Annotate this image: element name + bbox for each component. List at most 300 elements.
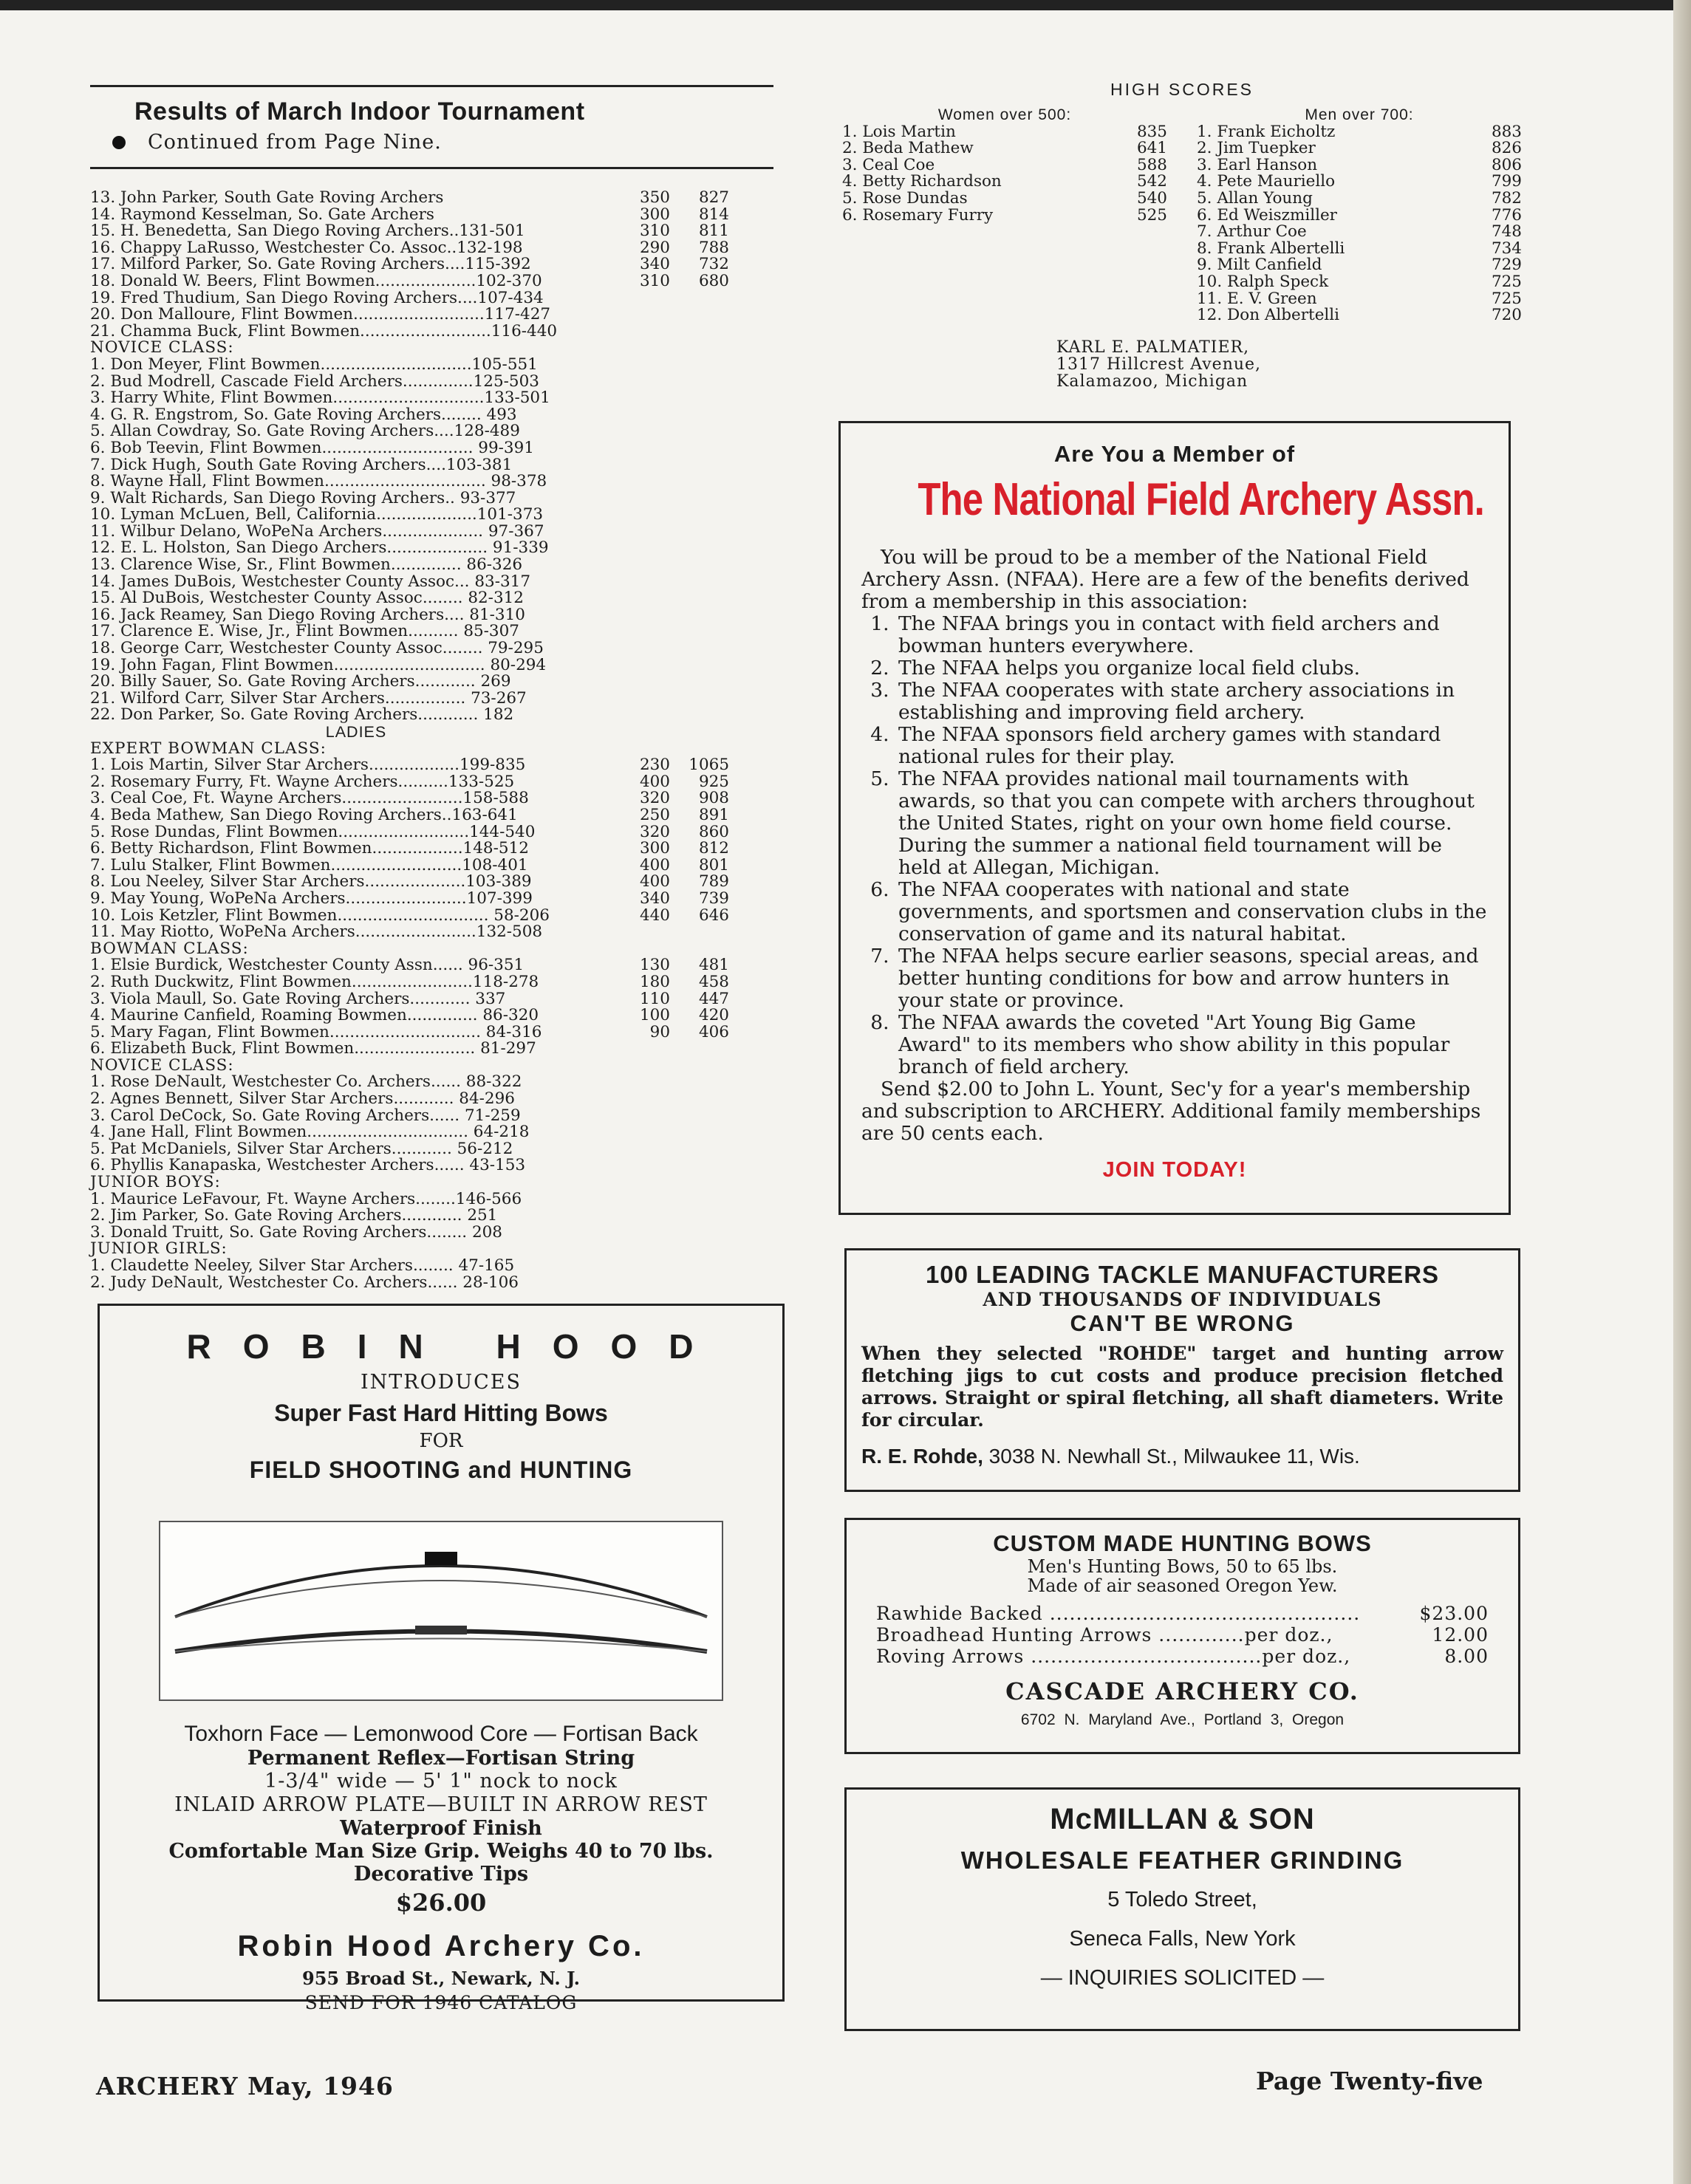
robin-hood-feature-1: Permanent Reflex—Fortisan String xyxy=(247,1747,635,1770)
archer-score: 729 xyxy=(1491,256,1522,275)
score-total xyxy=(670,307,729,324)
men-list xyxy=(1197,124,1522,324)
table-row xyxy=(90,1074,773,1091)
robin-hood-feature-5: Comfortable Man Size Grip. Weighs 40 to 70 lbs. xyxy=(168,1840,714,1863)
signature-line: KARL E. PALMATIER, xyxy=(1056,338,1250,357)
nfaa-benefit: 8. The NFAA awards the coveted "Art Young Big Game Award" to its members who show ability in this popular branch of field archery. xyxy=(895,1012,1488,1078)
score-total xyxy=(670,507,729,524)
nfaa-benefits xyxy=(861,613,1488,1078)
score-row xyxy=(842,205,1167,225)
entrant-name: 4. Jane Hall, Flint Bowmen................................ 64-218 xyxy=(90,1124,530,1141)
price-value: 12.00 xyxy=(1432,1624,1489,1646)
entrant-name: 1. Maurice LeFavour, Ft. Wayne Archers........146-566 xyxy=(90,1191,522,1208)
score-b: 100 xyxy=(639,1006,670,1025)
score-b xyxy=(615,1275,670,1292)
score-b xyxy=(615,524,670,541)
table-row xyxy=(90,1007,773,1024)
score-row xyxy=(1197,188,1522,208)
score-b xyxy=(615,557,670,574)
score-total: 827 xyxy=(698,188,729,207)
score-b xyxy=(615,924,670,941)
table-row xyxy=(90,1258,773,1275)
score-total xyxy=(670,1275,729,1292)
archer-name: 1. Lois Martin xyxy=(842,122,956,141)
table-row xyxy=(90,1208,773,1225)
score-total xyxy=(670,1225,729,1242)
table-row xyxy=(90,607,773,624)
archer-score: 826 xyxy=(1491,139,1522,158)
score-total: 814 xyxy=(698,205,729,224)
high-scores-title: HIGH SCORES xyxy=(1110,80,1254,99)
entrant-name: 6. Betty Richardson, Flint Bowmen..................148-512 xyxy=(90,841,529,857)
entrant-name: 18. George Carr, Westchester County Assoc........ 79-295 xyxy=(90,640,544,657)
cascade-headline: CUSTOM MADE HUNTING BOWS xyxy=(993,1530,1372,1556)
archer-name: 6. Ed Weiszmiller xyxy=(1197,205,1337,225)
score-row xyxy=(842,188,1167,208)
score-b xyxy=(615,623,670,640)
nfaa-body xyxy=(861,547,1488,1145)
footer-magazine: ARCHERY May, 1946 xyxy=(96,2072,394,2101)
table-row xyxy=(90,1124,773,1141)
robin-hood-address: 955 Broad St., Newark, N. J. xyxy=(302,1968,580,1989)
score-total: 788 xyxy=(698,238,729,257)
robin-hood-price: $26.00 xyxy=(395,1889,487,1917)
score-b: 130 xyxy=(639,956,670,975)
entrant-name: 2. Ruth Duckwitz, Flint Bowmen........................118-278 xyxy=(90,973,539,991)
entrant-name: 5. Pat McDaniels, Silver Star Archers............ 56-212 xyxy=(90,1140,513,1158)
section-label: EXPERT BOWMAN CLASS: xyxy=(90,739,327,758)
table-row xyxy=(90,440,773,457)
score-b: 230 xyxy=(639,756,670,775)
entrant-name: 3. Harry White, Flint Bowmen..............................133-501 xyxy=(90,390,550,407)
signature-line: 1317 Hillcrest Avenue, xyxy=(1056,355,1262,374)
bullet-icon xyxy=(112,136,126,149)
nfaa-name: The National Field Archery Assn. xyxy=(918,474,1484,525)
entrant-name: 3. Ceal Coe, Ft. Wayne Archers........................158-588 xyxy=(90,790,529,807)
entrant-name: 21. Chamma Buck, Flint Bowmen..........................116-440 xyxy=(90,323,558,340)
entrant-name: 11. Wilbur Delano, WoPeNa Archers.................... 97-367 xyxy=(90,523,544,541)
tournament-title: Results of March Indoor Tournament xyxy=(134,97,585,126)
entrant-name: 19. Fred Thudium, San Diego Roving Archers....107-434 xyxy=(90,290,544,307)
score-total: 789 xyxy=(698,872,729,891)
score-total xyxy=(670,623,729,640)
score-b xyxy=(615,1258,670,1275)
score-b xyxy=(615,1141,670,1158)
robin-hood-materials: Toxhorn Face — Lemonwood Core — Fortisan Back xyxy=(184,1722,698,1746)
table-row xyxy=(90,557,773,574)
table-row xyxy=(90,857,773,874)
score-total xyxy=(670,1141,729,1158)
score-b: 110 xyxy=(639,989,670,1008)
women-header: Women over 500: xyxy=(937,106,1072,123)
robin-hood-feature-4: Waterproof Finish xyxy=(340,1817,542,1840)
nfaa-intro: You will be proud to be a member of the National Field Archery Assn. (NFAA). Here are a few of the benefits derived from a membership in this association: xyxy=(861,546,1469,613)
archer-name: 4. Pete Mauriello xyxy=(1197,172,1336,191)
table-row xyxy=(90,640,773,657)
score-total xyxy=(670,574,729,591)
score-b: 320 xyxy=(639,822,670,841)
score-b: 340 xyxy=(639,255,670,274)
score-b xyxy=(615,1091,670,1108)
score-total xyxy=(670,457,729,474)
table-row xyxy=(90,924,773,941)
table-row xyxy=(90,707,773,724)
score-row xyxy=(1197,241,1522,258)
score-total: 406 xyxy=(698,1022,729,1041)
score-b xyxy=(615,1225,670,1242)
table-row xyxy=(90,590,773,607)
table-row xyxy=(90,691,773,708)
score-total xyxy=(670,607,729,624)
table-row xyxy=(90,824,773,841)
entrant-name: 4. Maurine Canfield, Roaming Bowmen.............. 86-320 xyxy=(90,1007,539,1024)
entrant-name: 15. H. Benedetta, San Diego Roving Archers..131-501 xyxy=(90,223,525,240)
table-row xyxy=(90,540,773,557)
score-row xyxy=(842,174,1167,191)
score-b xyxy=(615,423,670,440)
table-row xyxy=(90,1041,773,1058)
score-b xyxy=(615,674,670,691)
score-b xyxy=(615,707,670,724)
entrant-name: 1. Don Meyer, Flint Bowmen..............................105-551 xyxy=(90,356,538,374)
table-row xyxy=(90,256,773,273)
table-row xyxy=(90,623,773,640)
robin-hood-brand: ROBIN HOOD xyxy=(186,1327,725,1366)
score-total xyxy=(670,1074,729,1091)
score-b xyxy=(615,640,670,657)
score-total xyxy=(670,1041,729,1058)
archer-name: 1. Frank Eicholtz xyxy=(1197,122,1336,141)
archer-score: 540 xyxy=(1136,188,1167,208)
score-b: 180 xyxy=(639,972,670,991)
men-header: Men over 700: xyxy=(1305,106,1414,123)
table-row xyxy=(90,457,773,474)
archer-score: 720 xyxy=(1491,306,1522,325)
entrant-name: 3. Viola Maull, So. Gate Roving Archers............ 337 xyxy=(90,990,506,1008)
table-row xyxy=(90,1225,773,1242)
entrant-name: 15. Al DuBois, Westchester County Assoc........ 82-312 xyxy=(90,590,524,607)
score-b xyxy=(615,407,670,424)
archer-name: 8. Frank Albertelli xyxy=(1197,239,1345,258)
robin-hood-feature-3: INLAID ARROW PLATE—BUILT IN ARROW REST xyxy=(174,1793,708,1816)
entrant-name: 8. Wayne Hall, Flint Bowmen................................ 98-378 xyxy=(90,473,547,490)
score-b: 300 xyxy=(639,839,670,858)
table-row xyxy=(90,1157,773,1174)
score-total xyxy=(670,1191,729,1208)
score-total: 646 xyxy=(698,906,729,925)
rohde-slogan: CAN'T BE WRONG xyxy=(1070,1310,1295,1336)
rohde-body: When they selected "ROHDE" target and hunting arrow fletching jigs to cut costs and produce precision fletched arrows. Straight or spiral fletching, all shaft diameters. Write for circular. xyxy=(861,1343,1503,1431)
table-row xyxy=(90,841,773,857)
section-label: JUNIOR GIRLS: xyxy=(90,1239,228,1259)
entrant-name: 17. Clarence E. Wise, Jr., Flint Bowmen.......... 85-307 xyxy=(90,623,519,641)
top-edge xyxy=(0,0,1691,10)
entrant-name: 4. Beda Mathew, San Diego Roving Archers..163-641 xyxy=(90,807,518,824)
mcmillan-ad xyxy=(844,1787,1520,2031)
archer-name: 4. Betty Richardson xyxy=(842,172,1002,191)
table-row xyxy=(90,1191,773,1208)
women-scores xyxy=(842,107,1167,324)
price-item: Broadhead Hunting Arrows .............per doz., xyxy=(876,1624,1333,1646)
entrant-name: 7. Dick Hugh, South Gate Roving Archers....103-381 xyxy=(90,456,513,474)
entrant-name: 9. Walt Richards, San Diego Roving Archers.. 93-377 xyxy=(90,490,516,507)
price-row xyxy=(876,1624,1489,1646)
entrant-name: 14. James DuBois, Westchester County Assoc... 83-317 xyxy=(90,573,530,591)
entrant-name: 11. May Riotto, WoPeNa Archers........................132-508 xyxy=(90,924,543,941)
table-row xyxy=(90,290,773,307)
archer-score: 725 xyxy=(1491,289,1522,308)
score-row xyxy=(842,157,1167,174)
entrant-name: 14. Raymond Kesselman, So. Gate Archers xyxy=(90,206,434,224)
score-b: 350 xyxy=(639,188,670,207)
cascade-line-1: Men's Hunting Bows, 50 to 65 lbs. xyxy=(1027,1556,1338,1577)
table-row xyxy=(90,790,773,807)
entrant-name: 20. Don Malloure, Flint Bowmen..........................117-427 xyxy=(90,307,551,324)
archer-score: 641 xyxy=(1136,139,1167,158)
tournament-header xyxy=(90,85,773,169)
score-total xyxy=(670,407,729,424)
archer-score: 782 xyxy=(1491,188,1522,208)
score-row xyxy=(1197,291,1522,308)
section-label: BOWMAN CLASS: xyxy=(90,939,249,958)
score-b: 340 xyxy=(639,889,670,908)
score-row xyxy=(1197,224,1522,241)
table-row xyxy=(90,1108,773,1125)
table-row xyxy=(90,273,773,290)
table-row xyxy=(90,374,773,391)
archer-name: 5. Allan Young xyxy=(1197,188,1313,208)
mcmillan-street: 5 Toledo Street, xyxy=(1107,1888,1257,1911)
section-label: NOVICE CLASS: xyxy=(90,1055,234,1075)
archer-name: 6. Rosemary Furry xyxy=(842,205,994,225)
mcmillan-city: Seneca Falls, New York xyxy=(1069,1927,1296,1951)
women-list xyxy=(842,124,1167,225)
score-b: 400 xyxy=(639,872,670,891)
score-total: 925 xyxy=(698,772,729,791)
score-total xyxy=(670,440,729,457)
score-row xyxy=(1197,174,1522,191)
nfaa-benefit: 3. The NFAA cooperates with state archery associations in establishing and improving field archery. xyxy=(895,679,1488,724)
rohde-signature xyxy=(861,1445,1503,1468)
table-row xyxy=(90,390,773,407)
entrant-name: 22. Don Parker, So. Gate Roving Archers............ 182 xyxy=(90,707,514,724)
score-total xyxy=(670,490,729,507)
entrant-name: 2. Bud Modrell, Cascade Field Archers..............125-503 xyxy=(90,373,539,391)
score-row xyxy=(1197,257,1522,274)
archer-score: 748 xyxy=(1491,222,1522,242)
bow-illustration xyxy=(159,1521,723,1701)
nfaa-benefit: 4. The NFAA sponsors field archery games with standard national rules for their play. xyxy=(895,724,1488,768)
entrant-name: 10. Lyman McLuen, Bell, California....................101-373 xyxy=(90,507,544,524)
left-column xyxy=(90,85,773,1291)
score-b xyxy=(615,1208,670,1225)
price-row xyxy=(876,1603,1489,1624)
score-total xyxy=(670,1157,729,1174)
robin-hood-feature-6: Decorative Tips xyxy=(353,1863,529,1886)
score-row xyxy=(1197,140,1522,157)
score-total xyxy=(670,473,729,490)
score-total xyxy=(670,374,729,391)
entrant-name: 13. John Parker, South Gate Roving Archers xyxy=(90,190,444,207)
price-value: $23.00 xyxy=(1419,1603,1489,1624)
cascade-address: 6702 N. Maryland Ave., Portland 3, Oregon xyxy=(1020,1711,1345,1728)
entrant-name: 12. E. L. Holston, San Diego Archers.................... 91-339 xyxy=(90,540,549,558)
table-row xyxy=(90,240,773,257)
entrant-name: 5. Rose Dundas, Flint Bowmen..........................144-540 xyxy=(90,824,536,841)
table-row xyxy=(90,991,773,1008)
table-row xyxy=(90,223,773,240)
score-b xyxy=(615,357,670,374)
archer-score: 806 xyxy=(1491,155,1522,174)
score-total xyxy=(670,691,729,708)
section-label: LADIES xyxy=(325,723,387,741)
table-row xyxy=(90,807,773,824)
robin-hood-for: FOR xyxy=(419,1430,463,1452)
score-total xyxy=(670,924,729,941)
archer-score: 542 xyxy=(1136,172,1167,191)
score-b: 90 xyxy=(649,1022,670,1041)
archer-name: 9. Milt Canfield xyxy=(1197,256,1322,275)
score-b xyxy=(615,1124,670,1141)
table-row xyxy=(90,423,773,440)
score-total xyxy=(670,1091,729,1108)
score-b xyxy=(615,574,670,591)
score-b: 310 xyxy=(639,271,670,290)
entrant-name: 16. Jack Reamey, San Diego Roving Archers.... 81-310 xyxy=(90,606,525,624)
score-total xyxy=(670,557,729,574)
archer-name: 2. Jim Tuepker xyxy=(1197,139,1316,158)
score-total: 860 xyxy=(698,822,729,841)
mcmillan-inquiries: — INQUIRIES SOLICITED — xyxy=(1040,1966,1325,1990)
score-b xyxy=(615,324,670,340)
table-row xyxy=(90,774,773,791)
nfaa-send: Send $2.00 to John L. Yount, Sec'y for a year's membership and subscription to ARCHERY. Additional family memberships are 50 cents each. xyxy=(861,1078,1481,1145)
score-row xyxy=(1197,205,1522,225)
robin-hood-headline-2: FIELD SHOOTING and HUNTING xyxy=(249,1456,633,1483)
robin-hood-company: Robin Hood Archery Co. xyxy=(237,1930,645,1962)
score-row xyxy=(1197,124,1522,141)
high-scores xyxy=(842,80,1522,390)
table-row xyxy=(90,357,773,374)
table-row xyxy=(90,524,773,541)
score-b: 320 xyxy=(639,789,670,808)
score-b xyxy=(615,590,670,607)
tournament-subtitle xyxy=(134,131,773,154)
robin-hood-feature-2: 1-3/4" wide — 5' 1" nock to nock xyxy=(264,1770,618,1793)
score-total: 811 xyxy=(698,222,729,241)
score-b: 290 xyxy=(639,238,670,257)
rohde-name: R. E. Rohde, xyxy=(861,1445,983,1468)
nfaa-question: Are You a Member of xyxy=(1053,441,1296,467)
archer-name: 3. Ceal Coe xyxy=(842,155,935,174)
entrant-name: 3. Donald Truitt, So. Gate Roving Archers........ 208 xyxy=(90,1224,502,1242)
nfaa-benefit: 7. The NFAA helps secure earlier seasons, special areas, and better hunting conditions for bow and arrow hunters in your state or province. xyxy=(895,945,1488,1012)
score-row xyxy=(1197,157,1522,174)
price-row xyxy=(876,1646,1489,1667)
score-total xyxy=(670,357,729,374)
results-list xyxy=(90,190,773,1291)
score-total: 1065 xyxy=(689,756,729,775)
entrant-name: 13. Clarence Wise, Sr., Flint Bowmen.............. 86-326 xyxy=(90,557,523,574)
score-total: 458 xyxy=(698,972,729,991)
score-total: 481 xyxy=(698,956,729,975)
archer-name: 7. Arthur Coe xyxy=(1197,222,1307,242)
table-row xyxy=(90,207,773,224)
rohde-address: 3038 N. Newhall St., Milwaukee 11, Wis. xyxy=(983,1445,1360,1468)
score-total: 680 xyxy=(698,271,729,290)
entrant-name: 1. Rose DeNault, Westchester Co. Archers...... 88-322 xyxy=(90,1074,522,1092)
page-edge xyxy=(1673,0,1691,2184)
score-b xyxy=(615,657,670,674)
score-total xyxy=(670,1208,729,1225)
entrant-name: 18. Donald W. Beers, Flint Bowmen....................102-370 xyxy=(90,273,542,290)
entrant-name: 19. John Fagan, Flint Bowmen.............................. 80-294 xyxy=(90,657,547,674)
entrant-name: 2. Judy DeNault, Westchester Co. Archers...... 28-106 xyxy=(90,1274,519,1292)
score-b xyxy=(615,440,670,457)
table-row xyxy=(90,908,773,925)
score-total xyxy=(670,707,729,724)
nfaa-join: JOIN TODAY! xyxy=(1102,1158,1247,1182)
entrant-name: 6. Bob Teevin, Flint Bowmen.............................. 99-391 xyxy=(90,439,534,457)
cascade-price-list xyxy=(876,1603,1489,1667)
table-row xyxy=(90,657,773,674)
score-total xyxy=(670,290,729,307)
table-row xyxy=(90,1275,773,1292)
continued-note: Continued from Page Nine. xyxy=(148,131,442,154)
score-b xyxy=(615,1157,670,1174)
signature xyxy=(1056,339,1522,390)
entrant-name: 17. Milford Parker, So. Gate Roving Archers....115-392 xyxy=(90,256,531,273)
table-row xyxy=(90,407,773,424)
entrant-name: 1. Lois Martin, Silver Star Archers..................199-835 xyxy=(90,757,526,774)
score-b xyxy=(615,1074,670,1091)
score-row xyxy=(842,140,1167,157)
archer-name: 11. E. V. Green xyxy=(1197,289,1317,308)
archer-name: 12. Don Albertelli xyxy=(1197,306,1340,325)
table-row xyxy=(90,324,773,340)
table-row xyxy=(90,490,773,507)
score-b xyxy=(615,307,670,324)
section-label: NOVICE CLASS: xyxy=(90,338,234,357)
score-total: 891 xyxy=(698,805,729,824)
score-b: 250 xyxy=(639,805,670,824)
table-row xyxy=(90,574,773,591)
score-b xyxy=(615,390,670,407)
nfaa-benefit: 2. The NFAA helps you organize local field clubs. xyxy=(895,657,1488,679)
score-b: 440 xyxy=(639,906,670,925)
score-total xyxy=(670,640,729,657)
score-b xyxy=(615,1108,670,1125)
table-row xyxy=(90,974,773,991)
rohde-subhead: AND THOUSANDS OF INDIVIDUALS xyxy=(983,1289,1382,1310)
score-total xyxy=(670,524,729,541)
score-total: 801 xyxy=(698,855,729,874)
score-b: 310 xyxy=(639,222,670,241)
entrant-name: 21. Wilford Carr, Silver Star Archers................ 73-267 xyxy=(90,690,527,708)
nfaa-benefit: 5. The NFAA provides national mail tournaments with awards, so that you can compete with archers throughout the United States, right on your own home field course. During the summer a national field tournament will be held at Allegan, Michigan. xyxy=(895,768,1488,879)
score-total xyxy=(670,423,729,440)
score-b xyxy=(615,490,670,507)
men-scores xyxy=(1197,107,1522,324)
archer-score: 725 xyxy=(1491,272,1522,291)
score-b: 400 xyxy=(639,772,670,791)
archer-score: 835 xyxy=(1136,122,1167,141)
entrant-name: 5. Mary Fagan, Flint Bowmen.............................. 84-316 xyxy=(90,1024,542,1041)
score-total xyxy=(670,390,729,407)
table-row xyxy=(90,1024,773,1041)
robin-hood-catalog: SEND FOR 1946 CATALOG xyxy=(304,1992,578,2013)
price-item: Rawhide Backed ............................................... xyxy=(876,1603,1361,1624)
